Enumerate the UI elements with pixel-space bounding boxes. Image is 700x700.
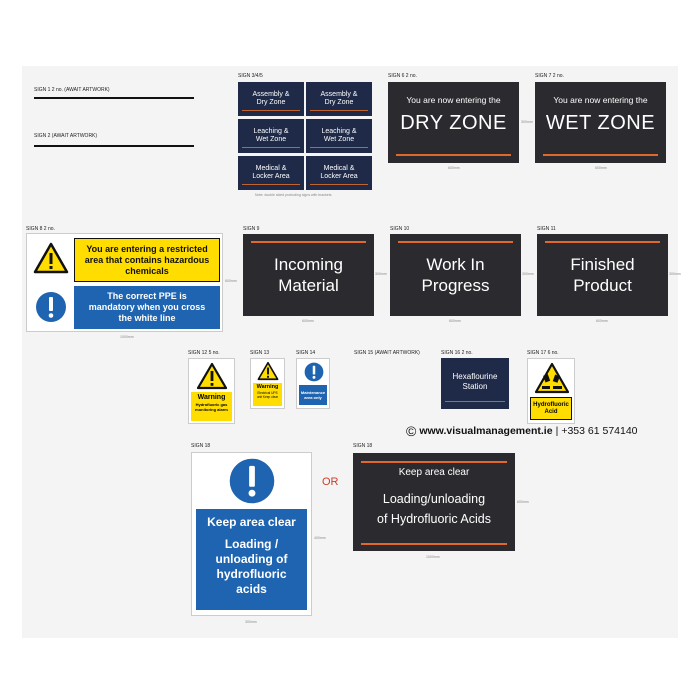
sign-14-label: SIGN 14 (296, 350, 316, 356)
zone-title: DRY ZONE (400, 112, 507, 134)
sign-11-text (537, 254, 668, 296)
sign-tile-medical-locker (306, 156, 372, 190)
sign-17-panel (530, 397, 572, 420)
sign-12-panel (191, 392, 232, 421)
sign-12-title: Warning (197, 394, 226, 401)
tile-line: Wet Zone (255, 136, 287, 143)
sign-11-line: Finished (570, 255, 635, 274)
warning-triangle-icon (33, 242, 69, 274)
sign-12-label: SIGN 12 5 no. (188, 350, 220, 356)
entering-text: You are now entering the (406, 95, 501, 105)
mandatory-exclamation-icon (35, 291, 67, 323)
sign-10-height: 300mm (522, 272, 534, 276)
sign-8-restricted-area (26, 233, 223, 332)
keep-area-clear-text: Keep area clear (398, 467, 470, 478)
sign-8-yellow-panel (74, 238, 220, 282)
sign-7-wet-zone (535, 82, 666, 163)
sign-345-note: Note: double sided protruding signs with brackets (255, 193, 332, 197)
sign-13-ups-unit (250, 358, 285, 409)
tile-line: Locker Area (320, 173, 358, 180)
mandatory-exclamation-icon (304, 362, 324, 382)
loading-unloading-text: Loading / unloading of hydrofluoric acids (215, 537, 288, 596)
copyright-icon: © (406, 423, 417, 439)
sign-14-panel (299, 385, 327, 405)
sign-11-width: 600mm (596, 319, 608, 323)
sign-6-dry-zone (388, 82, 519, 163)
sign-tile-assembly-dry (238, 82, 304, 116)
sign-10-text (390, 254, 521, 296)
loading-unloading-text (353, 489, 515, 529)
sign-18a-label: SIGN 18 (191, 443, 211, 449)
sign-16-line: Hexaflourine (452, 371, 498, 381)
sign-7-label: SIGN 7 2 no. (535, 73, 564, 79)
sign-17-text (533, 402, 569, 416)
sign-6-height: 300mm (521, 120, 533, 124)
sign-345-label: SIGN 3/4/5 (238, 73, 263, 79)
sign-9-text (243, 254, 374, 296)
keep-area-clear-text: Keep area clear (207, 515, 296, 529)
sign-13-title: Warning (256, 384, 279, 390)
sign-18b-height: 600mm (517, 500, 529, 504)
brand-contact (406, 424, 638, 438)
entering-text: You are now entering the (553, 95, 648, 105)
ppe-mandatory-text: The correct PPE is mandatory when you cross the white line (88, 291, 206, 323)
sign-14-text: Maintenance area only (300, 390, 326, 400)
sign-11-finished-product (537, 234, 668, 316)
sign-14-maintenance (296, 358, 330, 409)
sign-10-line: Progress (421, 276, 490, 295)
sign-16-label: SIGN 16 2 no. (441, 350, 473, 356)
sign-17-label: SIGN 17 6 no. (527, 350, 559, 356)
tile-line: Assembly & (252, 90, 290, 98)
sign-8-width: 1000mm (120, 335, 134, 339)
sign-10-work-in-progress (390, 234, 521, 316)
sign-18b-width: 1000mm (426, 555, 440, 559)
sign-15-label: SIGN 15 (AWAIT ARTWORK) (354, 350, 420, 356)
tile-line: Assembly & (320, 90, 358, 98)
sign-17-hydrofluoric-acid (527, 358, 575, 424)
sign-9-width: 600mm (302, 319, 314, 323)
sign-8-label: SIGN 8 2 no. (26, 226, 55, 232)
sign-13-label: SIGN 13 (250, 350, 270, 356)
sign-8-blue-panel (74, 286, 220, 329)
sign-1-label: SIGN 1 2 no. (AWAIT ARTWORK) (34, 87, 110, 93)
sign-18b-line: Loading/unloading (382, 492, 486, 506)
sign-9-line: Incoming (274, 255, 343, 274)
sign-tile-medical-locker (238, 156, 304, 190)
sign-18a-height: 400mm (314, 536, 326, 540)
sign-11-height: 300mm (669, 272, 681, 276)
sign-11-line: Product (573, 276, 632, 295)
sign-18b-label: SIGN 18 (353, 443, 373, 449)
brand-phone: +353 61 574140 (561, 425, 638, 437)
brand-separator: | (555, 425, 559, 437)
sign-9-incoming-material (243, 234, 374, 316)
sign-16-hexaflourine-station (441, 358, 509, 409)
tile-line: Medical & (323, 164, 355, 172)
sign-18a-keep-area-clear (191, 452, 312, 616)
sign-9-line: Material (278, 276, 339, 295)
tile-line: Wet Zone (323, 136, 355, 143)
tile-line: Medical & (255, 164, 287, 172)
sign-8-height: 600mm (225, 279, 237, 283)
sign-11-label: SIGN 11 (537, 226, 556, 232)
sign-12-gas-alarm (188, 358, 235, 424)
tile-line: Locker Area (252, 173, 290, 180)
or-text: OR (322, 476, 339, 488)
sign-17-line: Acid (544, 408, 558, 415)
zone-title: WET ZONE (545, 112, 656, 134)
sign-tile-leaching-wet (306, 119, 372, 153)
sign-16-line: Station (462, 381, 488, 391)
sign-17-line: Hydrofluoric (533, 401, 569, 408)
sign-9-label: SIGN 9 (243, 226, 260, 232)
sign-13-text: Electrical UPS unit Keep clear (256, 391, 279, 399)
sign-12-text: Hydrofluoric gas monitoring alarm (195, 402, 228, 412)
sign-6-width: 600mm (448, 166, 460, 170)
sign-tile-assembly-dry (306, 82, 372, 116)
sign-6-label: SIGN 6 2 no. (388, 73, 417, 79)
restricted-area-text: You are entering a restricted area that contains hazardous chemicals (84, 243, 210, 276)
brand-website[interactable]: www.visualmanagement.ie (419, 425, 553, 437)
sign-7-width: 600mm (595, 166, 607, 170)
tile-line: Dry Zone (324, 99, 354, 106)
tile-line: Dry Zone (256, 99, 286, 106)
corrosive-hazard-icon (534, 362, 570, 394)
warning-triangle-icon (196, 362, 228, 390)
mandatory-exclamation-icon (229, 458, 275, 504)
sign-18b-line: of Hydrofluoric Acids (377, 512, 491, 526)
tile-line: Leaching & (321, 127, 357, 135)
tile-line: Leaching & (253, 127, 289, 135)
sign-1-placeholder-line (34, 97, 194, 99)
sign-2-placeholder-line (34, 145, 194, 147)
warning-triangle-icon (257, 361, 279, 381)
sign-tile-leaching-wet (238, 119, 304, 153)
sign-345-grid (238, 82, 372, 190)
sign-2-label: SIGN 2 (AWAIT ARTWORK) (34, 133, 98, 139)
sign-18a-panel (196, 509, 307, 610)
sign-10-label: SIGN 10 (390, 226, 410, 232)
sign-9-height: 300mm (375, 272, 387, 276)
sign-18b-keep-area-clear (353, 453, 515, 551)
sign-10-line: Work In (426, 255, 485, 274)
sign-13-panel (253, 383, 282, 406)
sign-18a-width: 300mm (245, 620, 257, 624)
sign-10-width: 600mm (449, 319, 461, 323)
